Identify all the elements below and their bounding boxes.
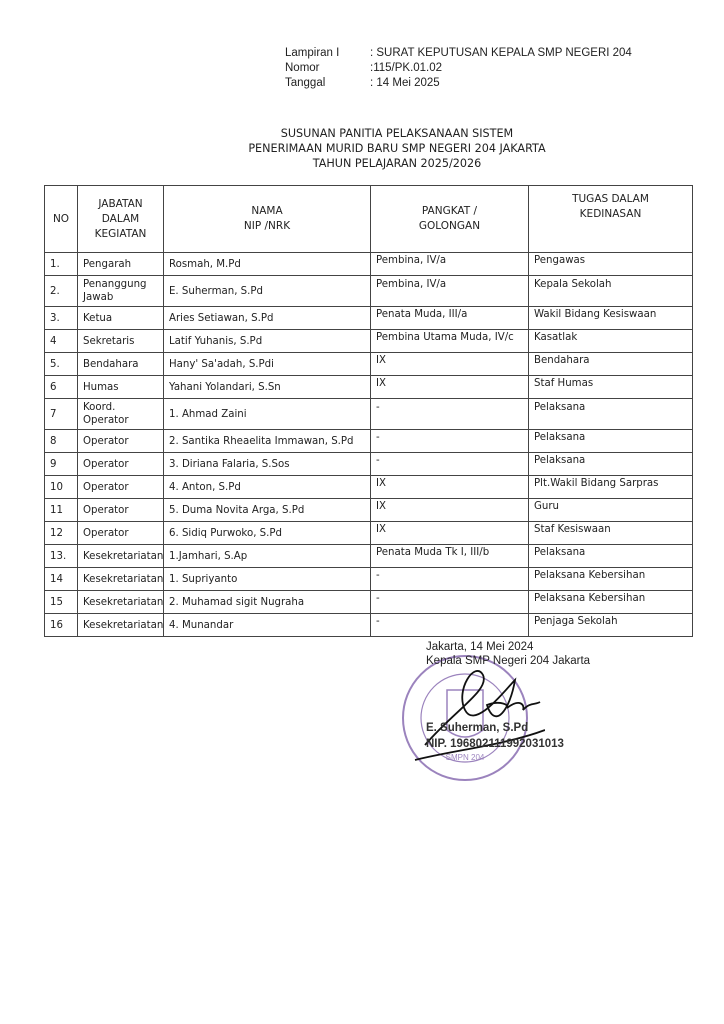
cell-nama: E. Suherman, S.Pd [164,276,371,307]
title-line: PENERIMAAN MURID BARU SMP NEGERI 204 JAKARTA [248,142,546,155]
table-row [45,476,693,499]
cell-tugas: Pengawas [529,253,693,276]
meta-label: Tanggal [285,77,326,89]
header-text: KEGIATAN [94,227,147,240]
cell-no: 3. [45,307,78,330]
table-row [45,330,693,353]
cell-jabatan: Operator [78,430,164,453]
cell-nama: 2. Santika Rheaelita Immawan, S.Pd [164,430,371,453]
cell-no: 2. [45,276,78,307]
cell-tugas: Staf Kesiswaan [529,522,693,545]
cell-nama: 1. Supriyanto [164,568,371,591]
cell-no: 16 [45,614,78,637]
cell-pangkat: IX [371,353,529,376]
signature-date: Jakarta, 14 Mei 2024 [426,641,534,653]
cell-pangkat: - [371,453,529,476]
table-row [45,522,693,545]
table-row [45,307,693,330]
signature-position: Kepala SMP Negeri 204 Jakarta [426,655,591,667]
meta-label: Nomor [285,62,320,74]
header-text: TUGAS DALAM [572,193,649,205]
cell-tugas: Guru [529,499,693,522]
cell-tugas: Pelaksana [529,430,693,453]
title-line: TAHUN PELAJARAN 2025/2026 [312,157,482,170]
table-row [45,276,693,307]
cell-nama: Yahani Yolandari, S.Sn [164,376,371,399]
cell-no: 9 [45,453,78,476]
title-line: SUSUNAN PANITIA PELAKSANAAN SISTEM [280,127,514,140]
cell-pangkat: IX [371,376,529,399]
svg-text:SMPN 204: SMPN 204 [445,753,485,762]
cell-pangkat: IX [371,499,529,522]
cell-no: 14 [45,568,78,591]
cell-jabatan: Operator [78,522,164,545]
signatory [426,720,564,752]
cell-jabatan: Operator [78,453,164,476]
cell-no: 6 [45,376,78,399]
cell-nama: 6. Sidiq Purwoko, S.Pd [164,522,371,545]
cell-jabatan: Pengarah [78,253,164,276]
cell-no: 11 [45,499,78,522]
cell-jabatan: Operator [78,499,164,522]
header-nama [164,186,371,253]
cell-jabatan: Ketua [78,307,164,330]
table-header [45,186,693,253]
cell-nama: 3. Diriana Falaria, S.Sos [164,453,371,476]
meta-value: : 14 Mei 2025 [370,77,440,89]
cell-pangkat: IX [371,476,529,499]
cell-jabatan: Koord. Operator [78,399,164,430]
header-text: NAMA [251,205,283,217]
meta-value: : SURAT KEPUTUSAN KEPALA SMP NEGERI 204 [370,47,632,59]
cell-pangkat: Pembina, IV/a [371,276,529,307]
cell-tugas: Plt.Wakil Bidang Sarpras [529,476,693,499]
cell-no: 12 [45,522,78,545]
cell-jabatan: Humas [78,376,164,399]
cell-jabatan: Sekretaris [78,330,164,353]
cell-pangkat: - [371,430,529,453]
cell-pangkat: - [371,399,529,430]
cell-jabatan: Bendahara [78,353,164,376]
meta-value: :115/PK.01.02 [370,62,443,74]
meta-lampiran [285,46,632,61]
cell-no: 5. [45,353,78,376]
cell-nama: 4. Anton, S.Pd [164,476,371,499]
cell-jabatan: Penanggung Jawab [78,276,164,307]
header-jabatan [78,186,164,253]
table-row [45,591,693,614]
cell-jabatan: Kesekretariatan [78,614,164,637]
table-row [45,568,693,591]
cell-nama: Rosmah, M.Pd [164,253,371,276]
table-row [45,353,693,376]
cell-no: 10 [45,476,78,499]
cell-nama: 2. Muhamad sigit Nugraha [164,591,371,614]
table-row [45,253,693,276]
cell-tugas: Bendahara [529,353,693,376]
cell-jabatan: Kesekretariatan [78,591,164,614]
cell-no: 13. [45,545,78,568]
cell-pangkat: Pembina, IV/a [371,253,529,276]
cell-nama: Aries Setiawan, S.Pd [164,307,371,330]
official-stamp [403,656,527,780]
cell-nama: 1. Ahmad Zaini [164,399,371,430]
table-row [45,399,693,430]
document-reference [285,46,632,91]
cell-no: 15 [45,591,78,614]
cell-nama: 1.Jamhari, S.Ap [164,545,371,568]
table-row [45,545,693,568]
cell-jabatan: Kesekretariatan [78,568,164,591]
signature-block [426,640,590,668]
table-row [45,453,693,476]
meta-tanggal [285,76,632,91]
cell-no: 7 [45,399,78,430]
cell-pangkat: Penata Muda Tk I, III/b [371,545,529,568]
cell-nama: Hany' Sa'adah, S.Pdi [164,353,371,376]
header-text: DALAM [101,212,140,225]
header-text: NIP /NRK [243,220,291,232]
cell-jabatan: Operator [78,476,164,499]
cell-jabatan: Kesekretariatan [78,545,164,568]
header-text: PANGKAT / [421,205,478,217]
cell-tugas: Penjaga Sekolah [529,614,693,637]
cell-pangkat: Pembina Utama Muda, IV/c [371,330,529,353]
cell-pangkat: - [371,568,529,591]
meta-nomor [285,61,632,76]
header-no: NO [45,186,78,253]
signatory-nip: NIP. 196802111992031013 [426,738,564,750]
document-title [0,126,724,171]
cell-pangkat: - [371,591,529,614]
header-text: KEDINASAN [579,208,642,220]
cell-tugas: Staf Humas [529,376,693,399]
cell-pangkat: Penata Muda, III/a [371,307,529,330]
cell-tugas: Pelaksana Kebersihan [529,591,693,614]
table-row [45,614,693,637]
table-row [45,430,693,453]
header-tugas [529,186,693,253]
cell-tugas: Pelaksana Kebersihan [529,568,693,591]
cell-no: 1. [45,253,78,276]
table-row [45,376,693,399]
signatory-name: E. Suherman, S.Pd [426,722,529,734]
cell-tugas: Pelaksana [529,545,693,568]
cell-tugas: Kepala Sekolah [529,276,693,307]
cell-nama: 4. Munandar [164,614,371,637]
cell-tugas: Pelaksana [529,399,693,430]
meta-label: Lampiran I [285,47,340,59]
header-pangkat [371,186,529,253]
cell-no: 8 [45,430,78,453]
cell-nama: 5. Duma Novita Arga, S.Pd [164,499,371,522]
cell-tugas: Pelaksana [529,453,693,476]
cell-pangkat: - [371,614,529,637]
cell-tugas: Kasatlak [529,330,693,353]
table-row [45,499,693,522]
cell-nama: Latif Yuhanis, S.Pd [164,330,371,353]
header-text: JABATAN [98,197,143,210]
cell-tugas: Wakil Bidang Kesiswaan [529,307,693,330]
committee-table [44,185,693,637]
header-text: GOLONGAN [418,220,481,232]
cell-no: 4 [45,330,78,353]
cell-pangkat: IX [371,522,529,545]
